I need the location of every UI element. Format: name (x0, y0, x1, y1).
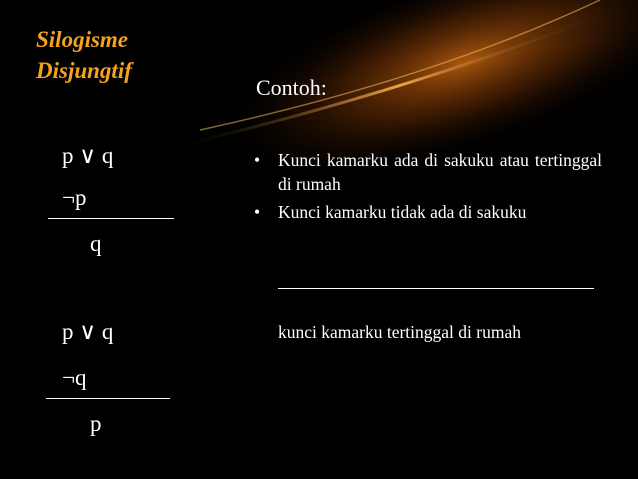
form2-premise2: ¬q (62, 365, 87, 390)
slide-title (36, 24, 132, 86)
form1-premise1: p ∨ q (62, 143, 114, 168)
form1-conclusion: q (90, 231, 102, 256)
form1-divider (48, 218, 174, 219)
title-line-1: Silogisme (36, 27, 129, 52)
bullet-item (252, 148, 602, 196)
bullet-item (252, 200, 602, 224)
form2-premise1: p ∨ q (62, 319, 114, 344)
example-heading: Contoh: (256, 75, 327, 100)
bullet-text: Kunci kamarku tidak ada di sakuku (278, 202, 527, 222)
example-divider (278, 288, 594, 289)
example-conclusion: kunci kamarku tertinggal di rumah (278, 322, 521, 342)
form2-conclusion: p (90, 411, 102, 436)
title-line-2: Disjungtif (36, 58, 132, 83)
example-bullet-list (252, 148, 602, 228)
bullet-marker: • (254, 150, 261, 170)
bullet-marker: • (254, 202, 261, 222)
bullet-text: Kunci kamarku ada di sakuku atau tertinggal di rumah (278, 150, 602, 194)
form2-divider (46, 398, 170, 399)
form1-premise2: ¬p (62, 185, 87, 210)
